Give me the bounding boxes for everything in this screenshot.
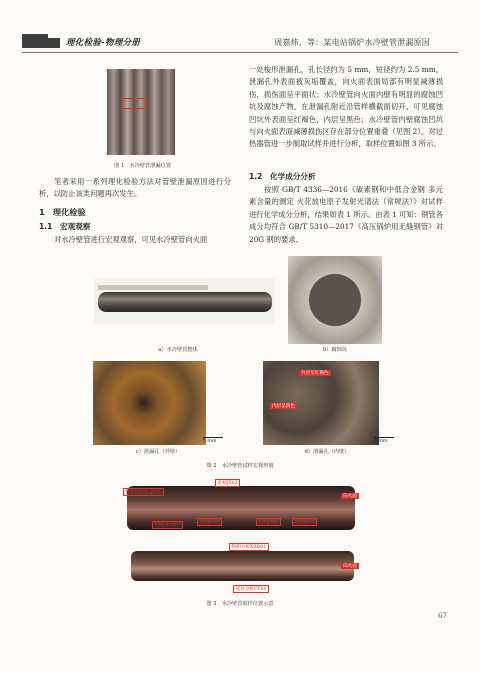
figure3-pipe-bottom bbox=[131, 551, 354, 581]
journal-logo-bar bbox=[48, 38, 60, 48]
figure2a-pipe bbox=[98, 292, 272, 312]
section-heading-1-1: 1.1 宏观观察 bbox=[39, 222, 91, 231]
journal-logo-block bbox=[22, 34, 48, 48]
section-heading-1-2: 1.2 化学成分分析 bbox=[249, 172, 316, 181]
journal-name: 理化检验-物理分册 bbox=[66, 38, 141, 48]
figure2d-inner-label: 内层呈黑色 bbox=[272, 404, 295, 409]
figure2d-outer-label: 外层呈红褐色 bbox=[301, 371, 329, 376]
figure1-leak-marker bbox=[122, 98, 146, 109]
intro-paragraph: 笔者采用一系列理化检验方法对管壁泄漏原因进行分析，以防止该类问题再次发生。 bbox=[39, 177, 231, 199]
header-rule bbox=[22, 52, 458, 53]
section-1-1-paragraph: 对水冷壁管进行宏观观察，可见水冷壁管向火面 bbox=[54, 235, 208, 244]
figure2d-scale-bar bbox=[374, 437, 394, 438]
figure3-label-fire-side-top: 向火面 bbox=[343, 494, 357, 499]
figure2a-caption: a）水冷壁管整体 bbox=[158, 347, 198, 353]
page-number: 67 bbox=[438, 612, 447, 620]
figure2b-photo bbox=[288, 256, 382, 344]
section-1-1-paragraph-continued: 一处梭形泄漏孔，孔长径约为 5 mm，短径约为 2.5 mm，泄漏孔外表面被灰垢覆盖，向火面表面局部有明显减薄损伤，损伤面呈平面状；水冷壁管向火面内壁有明显的腐蚀凹坑及腐蚀产物，在泄漏孔附近沿管样横截面切开，可见腐蚀凹坑外表面呈红褐色，内层呈黑色；水冷壁管内壁腐蚀凹坑与向火面表面减薄损伤区存在部分位置重叠（见图 2）。对过热器管进一步制取试样并进行分析，取样位置如图 3 所示。 bbox=[249, 65, 443, 149]
figure1-photo bbox=[107, 69, 175, 155]
figure3-label-jx04: 金相JX04 bbox=[292, 518, 317, 526]
figure3-label-xrd01: 物相分析XRD01 bbox=[229, 543, 269, 551]
figure2d-caption: d）泄漏孔（内壁） bbox=[304, 449, 350, 455]
section-1-2-paragraph: 按照 GB/T 4336—2016《碳素钢和中低合金钢 多元素含量的测定 火花放电原子发射光谱法（常规法）》对试样进行化学成分分析，结果如表 1 所示。由表 1 可知：钢管各成分均符合 GB/T 5310—2017《高压锅炉用无缝钢管》对 20G 钢的要求。 bbox=[249, 185, 443, 244]
figure2a-ruler bbox=[98, 285, 208, 290]
figure3-label-fire-side-bottom: 向火面 bbox=[343, 564, 357, 569]
figure2b-caption: b）腐蚀坑 bbox=[322, 347, 348, 353]
figure3-label-jx02: 金相JX02 bbox=[215, 479, 240, 487]
figure2d-scale-label: 5 mm bbox=[374, 439, 388, 444]
figure3-caption: 图 3 水冷壁管取样位置示意 bbox=[206, 601, 274, 607]
figure3-label-jx01: 金相JX01 bbox=[197, 518, 222, 526]
figure1-caption: 图 1 水冷壁管泄漏位置 bbox=[114, 163, 171, 169]
figure3-label-tensile: 拉伸试样SLJX01 bbox=[123, 488, 164, 496]
figure2c-scale-bar bbox=[203, 437, 223, 438]
figure3-label-sem01: 电镜SEM01 bbox=[152, 521, 183, 529]
figure2c-scale-label: 5 mm bbox=[203, 439, 217, 444]
section-heading-1: 1 理化检验 bbox=[39, 207, 86, 217]
figure2-caption: 图 2 水冷壁管试样宏观形貌 bbox=[206, 463, 274, 469]
figure3-label-jx03: 金相JX03 bbox=[256, 518, 281, 526]
figure2c-caption: c）泄漏孔（外壁） bbox=[135, 449, 181, 455]
figure3-label-cf01: 成分分析CF01 bbox=[233, 585, 269, 593]
figure2c-photo bbox=[93, 361, 206, 445]
running-header: 周嘉炜，等：某电站锅炉水冷壁管泄漏原因 bbox=[274, 38, 430, 47]
